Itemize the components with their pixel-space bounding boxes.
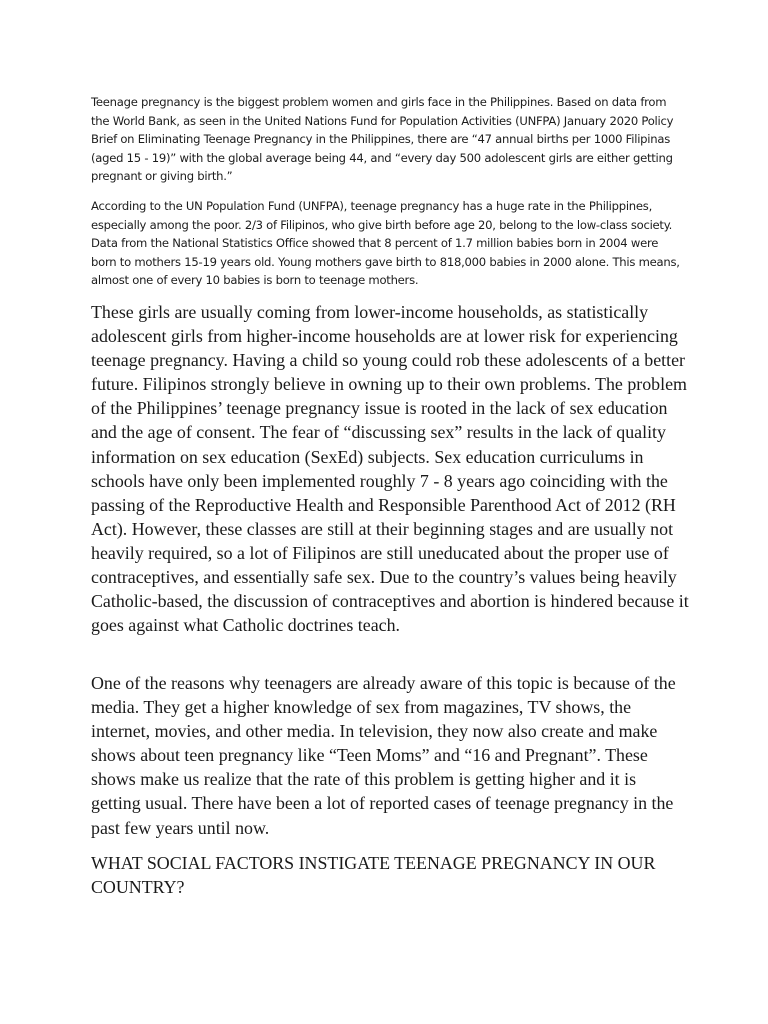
intro-paragraph: Teenage pregnancy is the biggest problem women and girls face in the Philippines. Based on data from the World Bank, as seen in the United Nations Fund for Population Activities (UNFPA) January 2020 Policy Brief on Eliminating Teenage Pregnancy in the Philippines, there are “47 annual births per 1000 Filipinas (aged 15 - 19)” with the global average being 44, and “every day 500 adolescent girls are either getting pregnant or giving birth.”	[91, 95, 674, 184]
unfpa-paragraph: According to the UN Population Fund (UNFPA), teenage pregnancy has a huge rate in the Philippines, especially among the poor. 2/3 of Filipinos, who give birth before age 20, belong to the low-class society. Data from the National Statistics Office showed that 8 percent of 1.7 million babies born in 2004 were born to mothers 15-19 years old. Young mothers gave birth to 818,000 babies in 2000 alone. This means, almost one of every 10 babies is born to teenage mothers.	[91, 199, 680, 288]
income-education-paragraph: These girls are usually coming from lower-income households, as statistically adolescent girls from higher-income households are at lower risk for experiencing teenage pregnancy. Having a child so young could rob these adolescents of a better future. Filipinos strongly believe in owning up to their own problems. The problem of the Philippines’ teenage pregnancy issue is rooted in the lack of sex education and the age of consent. The fear of “discussing sex” results in the lack of quality information on sex education (SexEd) subjects. Sex education curriculums in schools have only been implemented roughly 7 - 8 years ago coinciding with the passing of the Reproductive Health and Responsible Parenthood Act of 2012 (RH Act). However, these classes are still at their beginning stages and are usually not heavily required, so a lot of Filipinos are still uneducated about the proper use of contraceptives, and essentially safe sex. Due to the country’s values being heavily Catholic-based, the discussion of contraceptives and abortion is hindered because it goes against what Catholic doctrines teach.	[91, 302, 689, 636]
section-heading: WHAT SOCIAL FACTORS INSTIGATE TEENAGE PREGNANCY IN OUR COUNTRY?	[91, 853, 656, 898]
media-paragraph: One of the reasons why teenagers are already aware of this topic is because of the media. They get a higher knowledge of sex from magazines, TV shows, the internet, movies, and other media. In television, they now also create and make shows about teen pregnancy like “Teen Moms” and “16 and Pregnant”. These shows make us realize that the rate of this problem is getting higher and it is getting usual. There have been a lot of reported cases of teenage pregnancy in the past few years until now.	[91, 673, 676, 838]
